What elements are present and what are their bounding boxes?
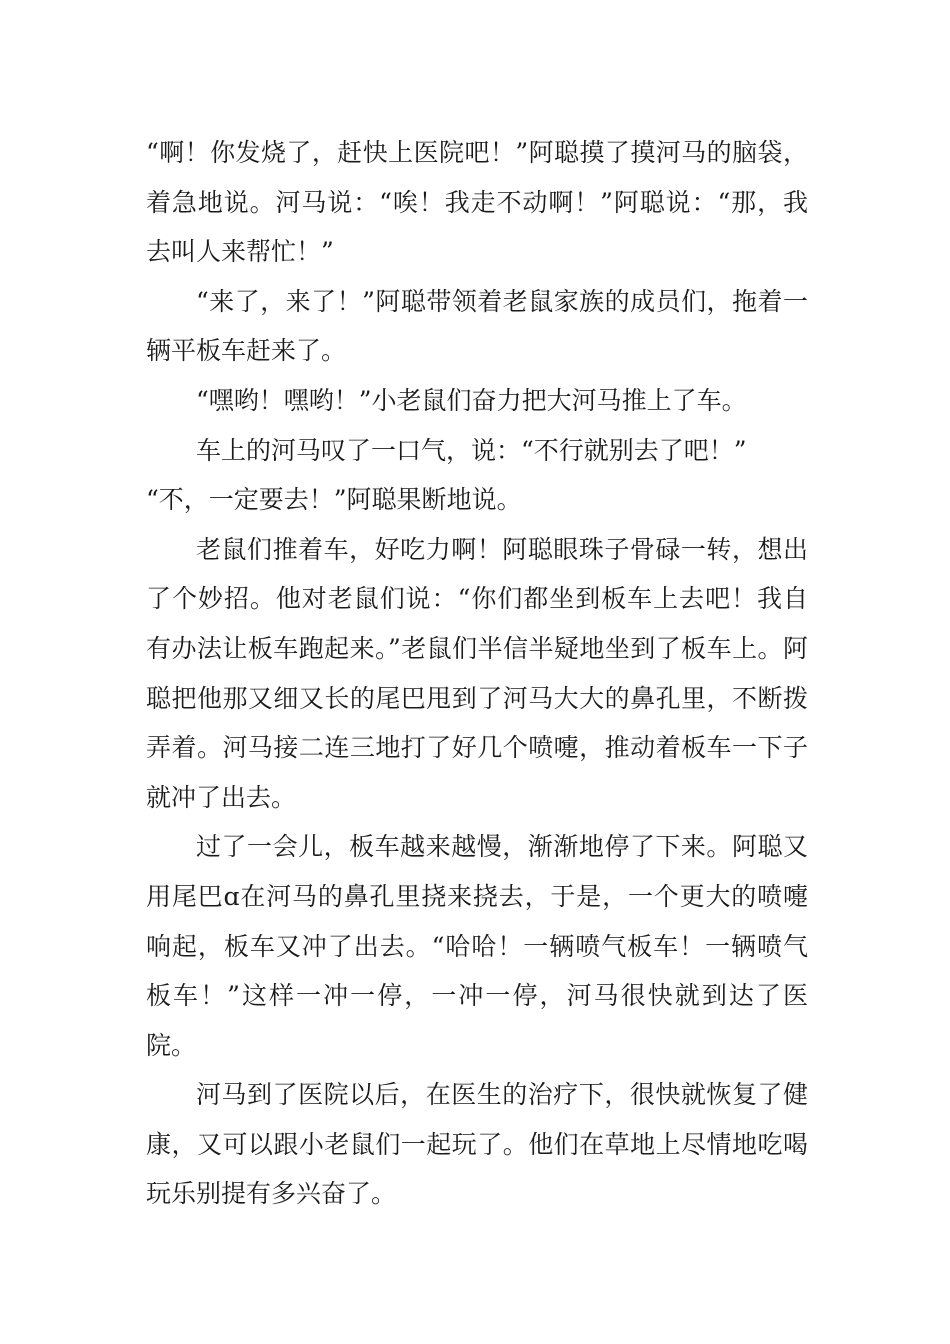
paragraph-5: “不，一定要去！”阿聪果断地说。 (146, 485, 522, 515)
document-page (146, 128, 808, 1219)
paragraph-6: 老鼠们推着车，好吃力啊！阿聪眼珠子骨碌一转，想出了个妙招。他对老鼠们说：“你们都坐到板车上去吧！我自有办法让板车跑起来。”老鼠们半信半疑地坐到了板车上。阿聪把他那又细又长的尾巴甩到了河马大大的鼻孔里，不断拨弄着。河马接二连三地打了好几个喷嚏，推动着板车一下子就冲了出去。 (146, 534, 808, 812)
paragraph-3: “嘿哟！嘿哟！”小老鼠们奋力把大河马推上了车。 (196, 385, 747, 415)
paragraph-8: 河马到了医院以后，在医生的治疗下，很快就恢复了健康，又可以跟小老鼠们一起玩了。他们在草地上尽情地吃喝玩乐别提有多兴奋了。 (146, 1080, 808, 1209)
paragraph-1: “啊！你发烧了，赶快上医院吧！”阿聪摸了摸河马的脑袋，着急地说。河马说：“唉！我走不动啊！”阿聪说：“那，我去叫人来帮忙！” (146, 138, 808, 267)
paragraph-4: 车上的河马叹了一口气，说：“不行就别去了吧！” (196, 435, 747, 465)
paragraph-2: “来了，来了！”阿聪带领着老鼠家族的成员们，拖着一辆平板车赶来了。 (146, 286, 808, 366)
paragraph-7: 过了一会儿，板车越来越慢，渐渐地停了下来。阿聪又用尾巴ɑ在河马的鼻孔里挠来挠去，于是，一个更大的喷嚏响起，板车又冲了出去。“哈哈！一辆喷气板车！一辆喷气板车！”这样一冲一停，一冲一停，河马很快就到达了医院。 (146, 832, 808, 1060)
